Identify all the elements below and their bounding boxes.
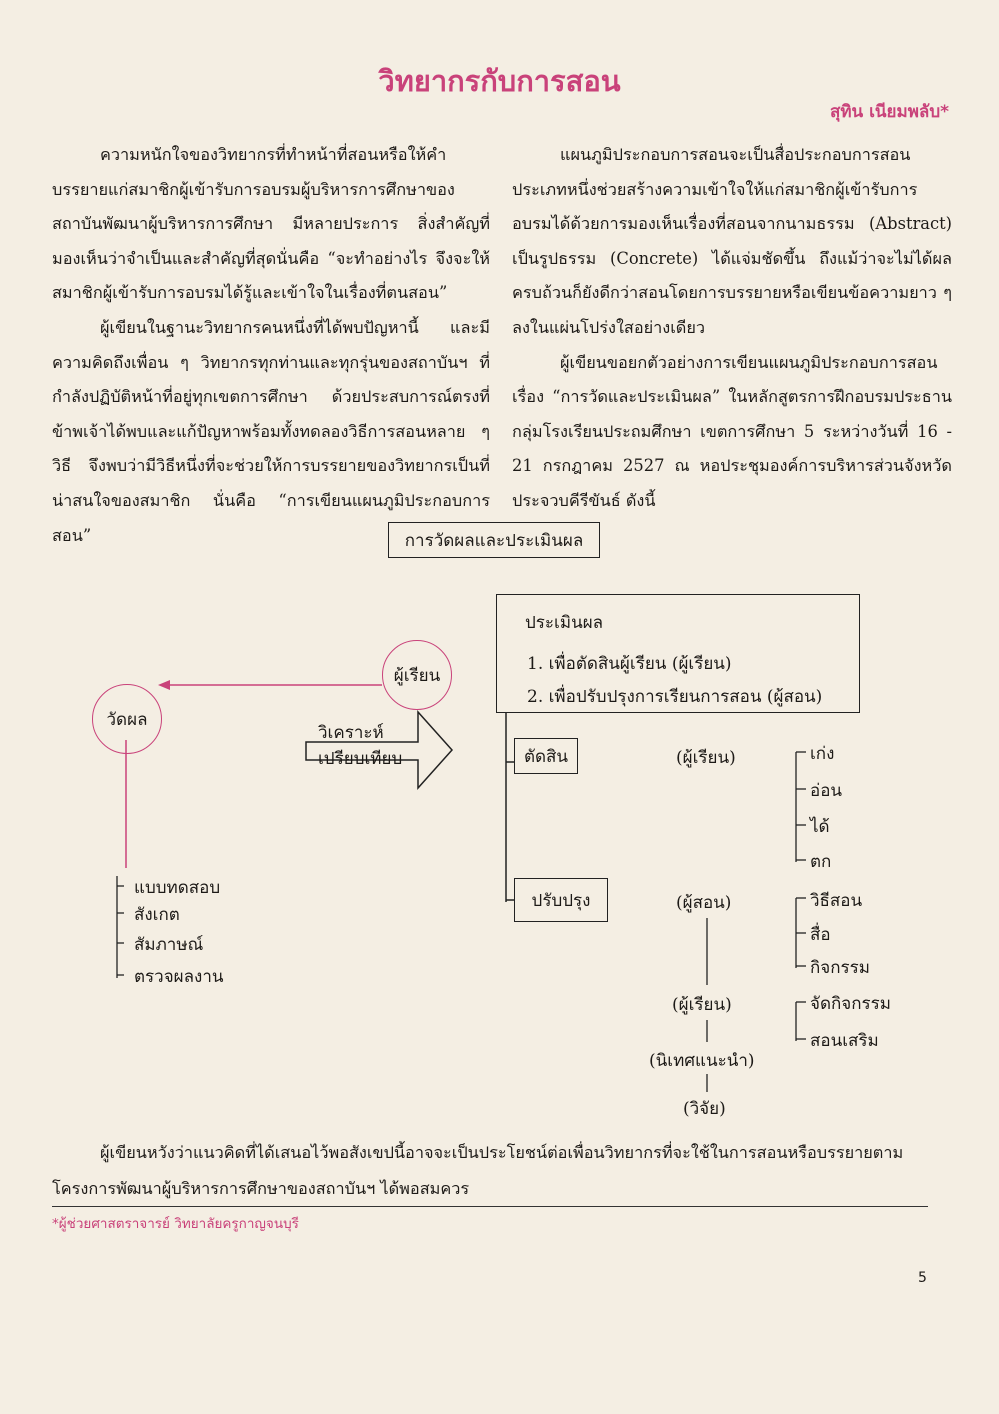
judge-box-label: ตัดสิน (523, 746, 569, 767)
evaluation-box (496, 594, 860, 713)
teacher-item: กิจกรรม (810, 958, 871, 978)
arrow-label-line2: เปรียบเทียบ (318, 749, 403, 769)
paragraph: ผู้เขียนในฐานะวิทยากรคนหนึ่งที่ได้พบปัญหานี้ และมีความคิดถึงเพื่อน ๆ วิทยากรทุกท่านและทุกรุ่นของสถาบันฯ ที่กำลังปฏิบัติหน้าที่อยู่ทุกเขตการศึกษา ด้วยประสบการณ์ตรงที่ข้าพเจ้าได้พบและแก้ปัญหาพร้อมทั้งทดลองวิธีการสอนหลาย ๆ วิธี จึงพบว่ามีวิธีหนึ่งที่จะช่วยให้การบรรยายของวิทยากรเป็นที่น่าสนใจของสมาชิก นั่นคือ “การเขียนแผนภูมิประกอบการสอน” (52, 317, 490, 545)
learner-item: สอนเสริม (810, 1031, 879, 1051)
teacher-item: วิธีสอน (810, 891, 863, 911)
evaluation-title: ประเมินผล (525, 613, 604, 633)
method-item: สังเกต (134, 905, 180, 925)
paragraph: แผนภูมิประกอบการสอนจะเป็นสื่อประกอบการสอนประเภทหนึ่งช่วยสร้างความเข้าใจให้แก่สมาชิกผู้เข้ารับการอบรมได้ด้วยการมองเห็นเรื่องที่สอนจากนามธรรม (Abstract) เป็นรูปธรรม (Concrete) ได้แจ่มชัดขึ้น ถึงแม้ว่าจะไม่ได้ผลครบถ้วนก็ยังดีกว่าสอนโดยการบรรยายหรือเขียนข้อความยาว ๆ ลงในแผ่นโปร่งใสอย่างเดียว (512, 145, 952, 337)
method-item: แบบทดสอบ (134, 878, 221, 898)
improve-box-label: ปรับปรุง (531, 890, 591, 911)
supervision-label: (นิเทศแนะนำ) (649, 1051, 755, 1071)
grade-item: ตก (810, 852, 832, 872)
footnote: *ผู้ช่วยศาสตราจารย์ วิทยาลัยครูกาญจนบุรี (52, 1216, 299, 1232)
learner-circle-label: ผู้เรียน (393, 665, 441, 686)
grade-item: ได้ (810, 817, 830, 837)
method-item: สัมภาษณ์ (134, 935, 204, 955)
page-title: วิทยากรกับการสอน (378, 64, 621, 98)
diagram-heading-text: การวัดผลและประเมินผล (404, 530, 584, 551)
footnote-divider (52, 1206, 928, 1207)
grade-item: เก่ง (810, 744, 835, 764)
author-name: สุทิน เนียมพลับ* (829, 102, 949, 122)
learner-circle (382, 640, 452, 710)
paragraph: ความหนักใจของวิทยากรที่ทำหน้าที่สอนหรือให้คำบรรยายแก่สมาชิกผู้เข้ารับการอบรมผู้บริหารการศึกษาของสถาบันพัฒนาผู้บริหารการศึกษา มีหลายประการ สิ่งสำคัญที่มองเห็นว่าจำเป็นและสำคัญที่สุดนั่นคือ “จะทำอย่างไร จึงจะให้สมาชิกผู้เข้ารับการอบรมได้รู้และเข้าใจในเรื่องที่ตนสอน” (52, 145, 490, 303)
measure-circle-label: วัดผล (106, 709, 148, 730)
improve-learner: (ผู้เรียน) (672, 995, 732, 1015)
research-label: (วิจัย) (683, 1099, 726, 1119)
measure-circle (92, 684, 162, 754)
teacher-item: สื่อ (810, 925, 831, 945)
judge-box (514, 738, 578, 774)
grade-item: อ่อน (810, 781, 843, 801)
paragraph: ผู้เขียนขอยกตัวอย่างการเขียนแผนภูมิประกอบการสอนเรื่อง “การวัดและประเมินผล” ในหลักสูตรการฝึกอบรมประธานกลุ่มโรงเรียนประถมศึกษา เขตการศึกษา 5 ระหว่างวันที่ 16 - 21 กรกฎาคม 2527 ณ หอประชุมองค์การบริหารส่วนจังหวัดประจวบคีรีขันธ์ ดังนี้ (512, 352, 952, 510)
method-item: ตรวจผลงาน (134, 967, 224, 987)
learner-item: จัดกิจกรรม (810, 994, 892, 1014)
evaluation-item: 1. เพื่อตัดสินผู้เรียน (ผู้เรียน) (527, 654, 732, 674)
arrow-label-line1: วิเคราะห์ (318, 723, 384, 743)
arrow-label (318, 720, 402, 772)
improve-box (514, 878, 608, 922)
page-number: 5 (918, 1270, 927, 1286)
closing-text: ผู้เขียนหวังว่าแนวคิดที่ได้เสนอไว้พอสังเขปนี้อาจจะเป็นประโยชน์ต่อเพื่อนวิทยากรที่จะใช้ในการสอนหรือบรรยายตามโครงการพัฒนาผู้บริหารการศึกษาของสถาบันฯ ได้พอสมควร (52, 1143, 904, 1198)
closing-paragraph (52, 1135, 932, 1207)
judge-who: (ผู้เรียน) (676, 748, 736, 768)
improve-teacher: (ผู้สอน) (676, 893, 732, 913)
diagram-heading (388, 522, 600, 558)
evaluation-item: 2. เพื่อปรับปรุงการเรียนการสอน (ผู้สอน) (527, 687, 823, 707)
